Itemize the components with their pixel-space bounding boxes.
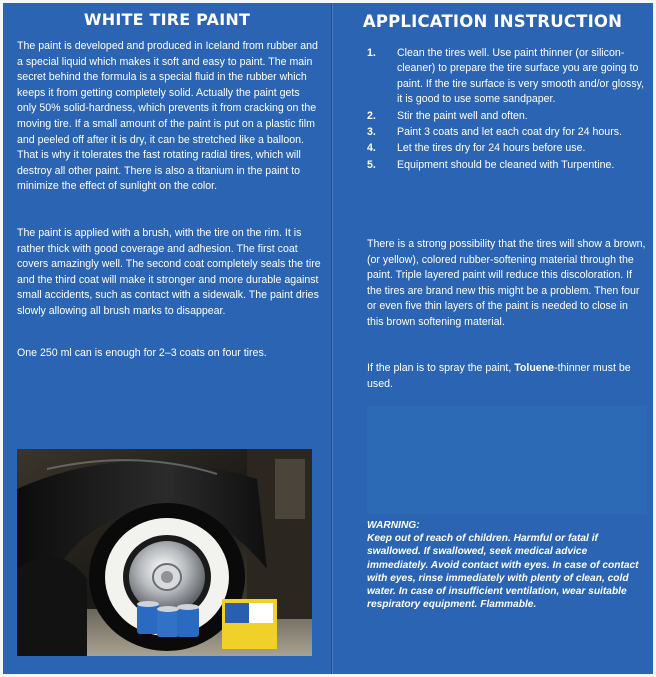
step-item — [367, 46, 647, 108]
coverage-paragraph: One 250 ml can is enough for 2–3 coats on four tires. — [17, 347, 267, 359]
discoloration-paragraph: There is a strong possibility that the tires will show a brown, (or yellow), colored rubber-softening material through the paint. Triple layered paint will reduce this discoloration. If the tires are brand new this might be a problem. Then four or even five thin layers of the paint is needed to close in this brown softening material. — [367, 238, 646, 328]
step-number: 1. — [367, 47, 376, 59]
warning-text: Keep out of reach of children. Harmful or fatal if swallowed. If swallowed, seek medical advice immediately. Avoid contact with eyes. In case of contact with eyes, rinse immediately with plenty of clean, cold water. In case of insufficient ventilation, wear suitable respiratory equipment. Flammable. — [367, 533, 639, 611]
product-title: WHITE TIRE PAINT — [83, 10, 251, 29]
step-number: 5. — [367, 158, 376, 171]
spray-prefix: If the plan is to spray the paint, — [367, 362, 515, 374]
spray-suffix: -thinner must be used. — [367, 362, 631, 390]
step-text: Let the tires dry for 24 hours before use. — [397, 142, 586, 155]
step-item — [367, 158, 647, 173]
step-text: Paint 3 coats and let each coat dry for 24 hours. — [397, 126, 622, 139]
instructions-title: APPLICATION INSTRUCTION — [362, 12, 623, 31]
step-number: 3. — [367, 126, 376, 139]
left-panel — [3, 3, 331, 674]
step-text: Stir the paint well and often. — [397, 109, 528, 122]
right-panel — [332, 3, 653, 674]
warning-heading: WARNING: — [367, 520, 420, 531]
instruction-steps — [367, 46, 647, 174]
step-item — [367, 141, 647, 156]
step-number: 4. — [367, 142, 376, 155]
step-item — [367, 125, 647, 140]
formula-paragraph: The paint is developed and produced in Iceland from rubber and a special liquid which makes it soft and easy to paint. The main secret behind the formula is a special fluid in the rubber which keeps it from getting completely solid. Actually the paint gets only 50% solid-hardness, which prevents it from cracking on the moving tire. If a small amount of the paint is put on a plastic film and peeled off after it is dry, it can be stretched like a balloon. That is why it tolerates the fast rotating radial tires, which will destroy all other paint. There is also a titanium in the paint to minimize the effect of sunlight on the color. — [17, 40, 318, 193]
step-text: Equipment should be cleaned with Turpentine. — [397, 158, 615, 171]
step-text: Clean the tires well. Use paint thinner (or silicon-cleaner) to prepare the tire surface you are going to paint. If the tire surface is very smooth and/or glossy, it is good to use some sandpaper. — [397, 47, 645, 106]
warning-block — [367, 519, 649, 611]
brochure-sheet — [3, 3, 653, 674]
tire-illustration — [17, 449, 312, 656]
step-item — [367, 109, 647, 124]
white-wall-tire-photo — [17, 449, 312, 656]
application-paragraph: The paint is applied with a brush, with the tire on the rim. It is rather thick with good coverage and adhesion. The first coat covers amazingly well. The second coat completely seals the tire and the third coat will make it stronger and more durable against small accidents, such as contact with a sidewalk. The paint dries slowly allowing all brush marks to disappear. — [17, 227, 321, 317]
blank-box — [367, 406, 647, 514]
toluene-term: Toluene — [514, 362, 555, 374]
step-number: 2. — [367, 109, 376, 122]
spray-paragraph — [367, 361, 647, 392]
